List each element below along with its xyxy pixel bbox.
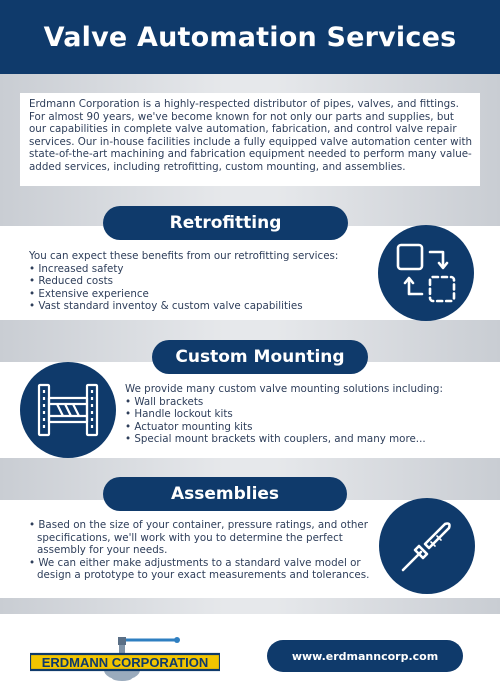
website-url[interactable]: www.erdmanncorp.com <box>291 649 439 663</box>
assemblies-text <box>29 519 377 582</box>
list-item: • Special mount brackets with couplers, and many more... <box>125 433 475 446</box>
list-item: • Actuator mounting kits <box>125 421 475 434</box>
list-item: • Wall brackets <box>125 396 475 409</box>
assemblies-heading: Assemblies <box>103 477 347 511</box>
custom-mounting-lead: We provide many custom valve mounting solutions including: <box>125 383 443 395</box>
swap-squares-icon <box>378 225 474 321</box>
bracket-frame-icon <box>20 362 116 458</box>
page-header <box>0 0 500 74</box>
custom-mounting-heading: Custom Mounting <box>152 340 368 374</box>
custom-mounting-list <box>125 396 475 446</box>
list-item: • Handle lockout kits <box>125 408 475 421</box>
list-item: • Based on the size of your container, pressure ratings, and other specifications, we'll work with you to determine the perfect assembly for your needs. <box>29 519 377 557</box>
website-link[interactable] <box>267 640 463 672</box>
retrofitting-lead: You can expect these benefits from our retrofitting services: <box>29 250 339 262</box>
retrofitting-text <box>29 250 369 313</box>
list-item: • We can either make adjustments to a standard valve model or design a prototype to your exact measurements and tolerances. <box>29 557 377 582</box>
intro-panel <box>20 93 480 186</box>
intro-text: Erdmann Corporation is a highly-respected distributor of pipes, valves, and fittings. For almost 90 years, we've become known for not only our parts and supplies, but our capabilities in complete valve automation, fabrication, and control valve repair services. Our in-house facilities include a fully equipped valve automation center with state-of-the-art machining and fabrication equipment needed to perform many value-added services, including retrofitting, custom mounting, and assemblies. <box>29 98 473 173</box>
list-item: • Increased safety <box>29 263 369 276</box>
company-logo <box>30 632 220 682</box>
retrofitting-list <box>29 263 369 313</box>
logo-wordmark: ERDMANN CORPORATION <box>41 655 209 670</box>
list-item: • Extensive experience <box>29 288 369 301</box>
page-title: Valve Automation Services <box>43 21 457 53</box>
list-item: • Reduced costs <box>29 275 369 288</box>
screwdriver-icon <box>379 498 475 594</box>
list-item: • Vast standard inventoy & custom valve capabilities <box>29 300 369 313</box>
custom-mounting-text <box>125 383 475 446</box>
retrofitting-heading: Retrofitting <box>103 206 348 240</box>
assemblies-list <box>29 519 377 582</box>
